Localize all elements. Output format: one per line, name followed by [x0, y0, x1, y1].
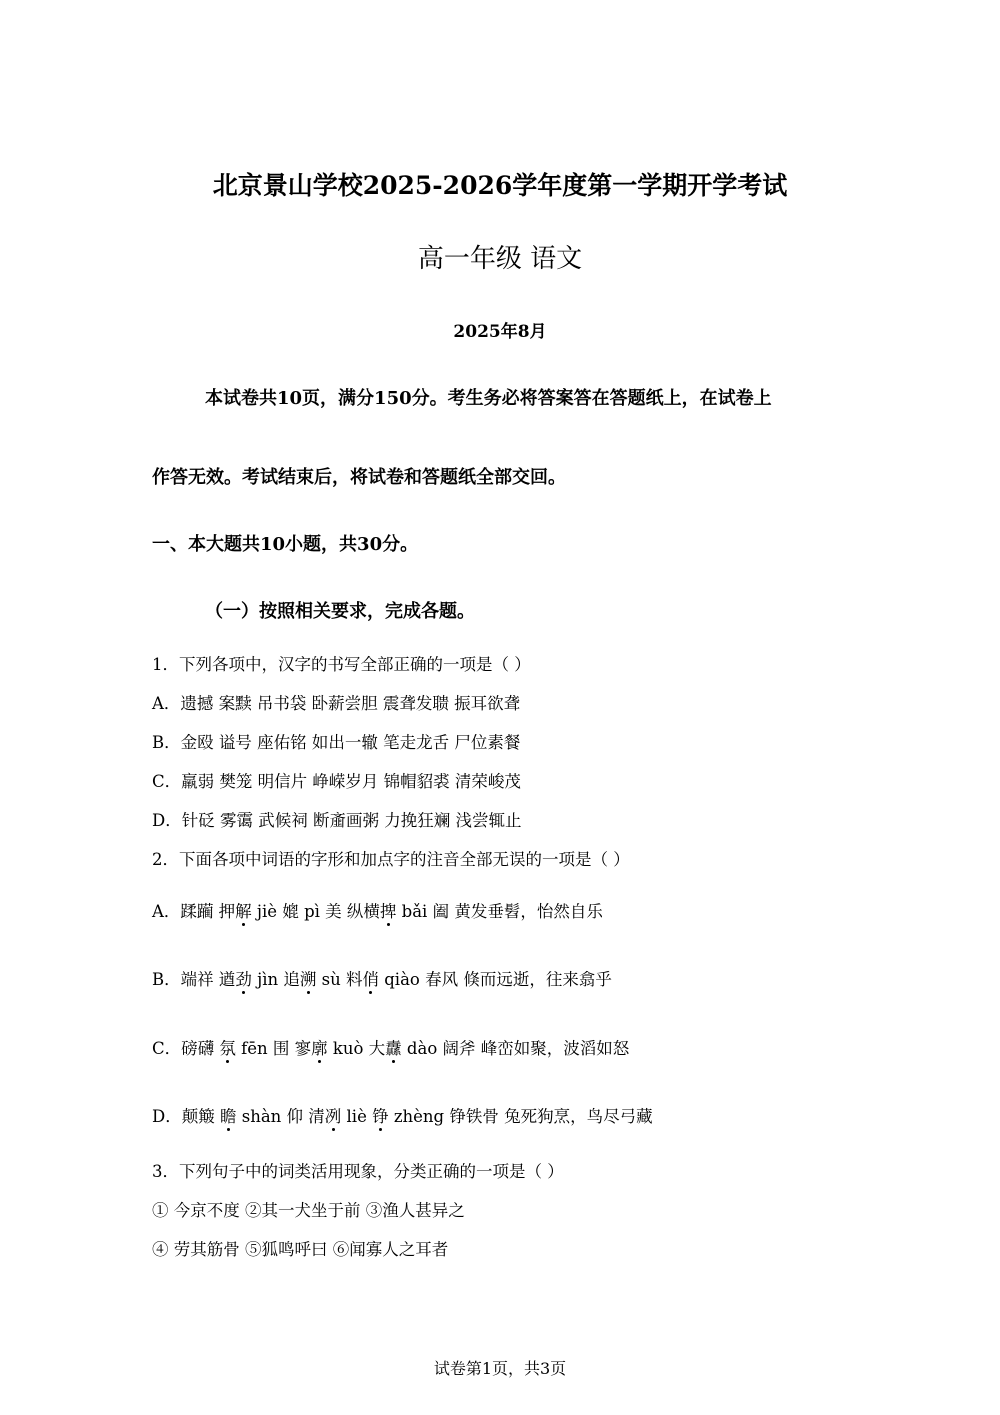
dotted-char-text: 廓	[311, 1039, 328, 1058]
dotted-char	[220, 1103, 237, 1127]
q2-option-c	[152, 1035, 629, 1059]
emphasis-dot	[387, 923, 390, 926]
option-text: sù 料	[316, 970, 363, 989]
option-text: dào 阔斧 峰峦如聚，波滔如怒	[401, 1039, 630, 1058]
option-text: jiè 媲 pì 美 纵横	[251, 902, 380, 921]
dotted-char-text: 瞻	[219, 1107, 237, 1126]
dotted-char-text: 冽	[324, 1107, 342, 1126]
option-label: A．	[152, 902, 181, 921]
dotted-char	[363, 966, 380, 990]
q3-line-1: ① 今京不度 ②其一犬坐于前 ③渔人甚异之	[152, 1201, 465, 1220]
option-text: bǎi 阖 黄发垂髫，怡然自乐	[396, 902, 603, 921]
option-label: D．	[152, 1107, 182, 1126]
dotted-char	[300, 966, 317, 990]
dotted-char	[235, 898, 252, 922]
dotted-char	[219, 1035, 236, 1059]
q1-option-b: B．金殴 谥号 座佑铭 如出一辙 笔走龙舌 尸位素餐	[152, 733, 521, 752]
notice-line-1: 本试卷共10页，满分150分。考生务必将答案答在答题纸上，在试卷上	[205, 388, 772, 409]
option-text: zhèng 铮铁骨 兔死狗烹，鸟尽弓藏	[388, 1107, 653, 1126]
dotted-char-text: 溯	[299, 970, 317, 989]
emphasis-dot	[227, 1128, 230, 1131]
q2-option-b	[152, 966, 612, 990]
option-label: C．	[152, 1039, 182, 1058]
page-footer: 试卷第1页，共3页	[433, 1359, 567, 1378]
subsection-heading: （一）按照相关要求，完成各题。	[205, 601, 475, 622]
option-text: liè	[341, 1107, 373, 1126]
q3-stem: 3．下列句子中的词类活用现象，分类正确的一项是（ ）	[152, 1162, 564, 1181]
exam-date: 2025年8月	[453, 322, 547, 342]
dotted-char-text: 铮	[372, 1107, 389, 1126]
q2-stem: 2．下面各项中词语的字形和加点字的注音全部无误的一项是（ ）	[152, 850, 630, 869]
dotted-char	[380, 898, 397, 922]
option-text: qiào 春风 倏而远逝，往来翕乎	[379, 970, 612, 989]
emphasis-dot	[318, 1060, 321, 1063]
option-text: kuò 大	[327, 1039, 386, 1058]
emphasis-dot	[242, 923, 245, 926]
dotted-char	[372, 1103, 389, 1127]
q1-option-a: A．遗撼 案黩 吊书袋 卧薪尝胆 震聋发聩 振耳欲聋	[152, 694, 521, 713]
q1-option-d: D．针砭 雾霭 武候祠 断齑画粥 力挽狂斓 浅尝辄止	[152, 811, 522, 830]
option-text: shàn 仰 清	[236, 1107, 325, 1126]
dotted-char	[385, 1035, 402, 1059]
emphasis-dot	[226, 1060, 229, 1063]
emphasis-dot	[369, 991, 372, 994]
q2-option-d	[152, 1103, 653, 1127]
option-text: jìn 追	[251, 970, 300, 989]
option-text: fēn 围 寥	[235, 1039, 312, 1058]
dotted-char	[325, 1103, 342, 1127]
emphasis-dot	[242, 991, 245, 994]
emphasis-dot	[307, 991, 310, 994]
emphasis-dot	[379, 1128, 382, 1131]
option-label: B．	[152, 970, 181, 989]
dotted-char	[235, 966, 252, 990]
option-text: 蹂躏 押	[180, 902, 236, 921]
notice-line-2: 作答无效。考试结束后，将试卷和答题纸全部交回。	[152, 467, 566, 488]
q2-option-a	[152, 898, 603, 922]
emphasis-dot	[332, 1128, 335, 1131]
dotted-char-text: 捭	[379, 902, 397, 921]
dotted-char-text: 劲	[235, 970, 252, 989]
q1-stem: 1．下列各项中，汉字的书写全部正确的一项是（ ）	[152, 655, 531, 674]
dotted-char	[311, 1035, 328, 1059]
exam-title: 北京景山学校2025-2026学年度第一学期开学考试	[212, 171, 788, 200]
dotted-char-text: 解	[235, 902, 252, 921]
section-heading: 一、本大题共10小题，共30分。	[152, 534, 419, 555]
dotted-char-text: 氛	[219, 1039, 236, 1058]
option-text: 颠簸	[181, 1107, 220, 1126]
emphasis-dot	[392, 1060, 395, 1063]
exam-subtitle: 高一年级 语文	[417, 244, 583, 274]
dotted-char-text: 俏	[362, 970, 379, 989]
option-text: 端祥 遒	[180, 970, 236, 989]
q3-line-2: ④ 劳其筋骨 ⑤狐鸣呼曰 ⑥闻寡人之耳者	[152, 1240, 449, 1259]
dotted-char-text: 纛	[385, 1039, 402, 1058]
q1-option-c: C．羸弱 樊笼 明信片 峥嵘岁月 锦帽貂裘 清荣峻茂	[152, 772, 521, 791]
option-text: 磅礴	[181, 1039, 220, 1058]
